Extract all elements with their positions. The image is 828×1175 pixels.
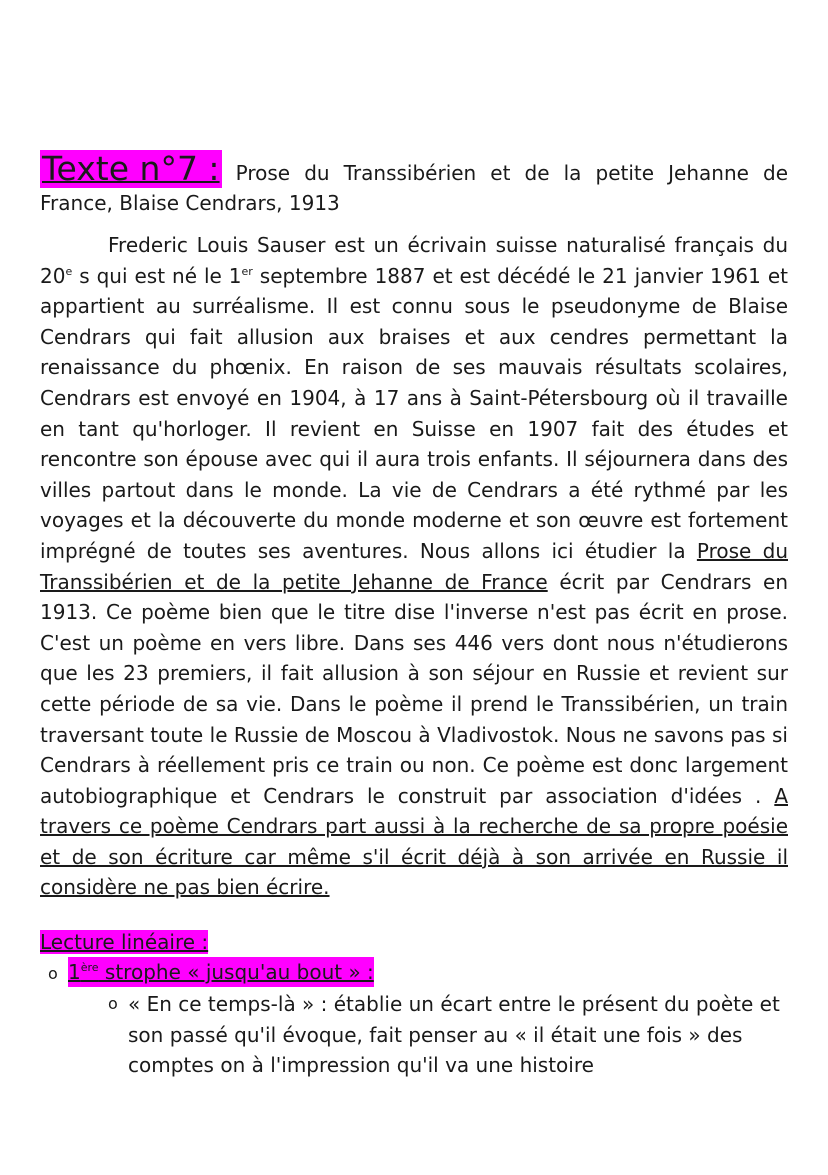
- analysis-point: [108, 989, 788, 1081]
- document-page: [40, 150, 788, 1081]
- work-title-part1: Prose du Transsibérien et de la petite Jehanne de: [235, 161, 789, 185]
- intro-sup-2: er: [241, 264, 253, 278]
- linear-reading-section: [40, 927, 788, 1081]
- circle-bullet-icon: o: [108, 994, 118, 1014]
- section-heading-text: Lecture linéaire :: [40, 930, 209, 955]
- title-line: [40, 150, 788, 188]
- intro-text-4: écrit par Cendrars en 1913. Ce poème bien que le titre dise l'inverse n'est pas écrit en prose. C'est un poème en vers libre. Dans ses 446 vers dont nous n'étudierons que les 23 premiers, il fait allusion à son séjour en Russie et revient sur cette période de sa vie. Dans le poème il prend le Transsibérien, un train traversant toute le Russie de Moscou à Vladivostok. Nous ne savons pas si Cendrars à réellement pris ce train ou non. Ce poème est donc largement autobiographique et Cendrars le construit par association d'idées .: [40, 569, 788, 808]
- stanza-item: [48, 957, 788, 989]
- stanza-number: 1: [68, 960, 81, 985]
- analysis-point-text: « En ce temps-là » : établie un écart entre le présent du poète et son passé qu'il évoque, fait penser au « il était une fois » des comptes on à l'impression qu'il va une histoire: [128, 992, 780, 1078]
- stanza-number-sup: ère: [80, 961, 99, 975]
- text-number-label: Texte n°7 :: [42, 149, 220, 188]
- underlined-work-title: Prose du Transsibérien et de la petite Jehanne de France: [40, 538, 788, 594]
- introduction-paragraph: [40, 230, 788, 903]
- section-heading: [40, 927, 788, 957]
- problematic-statement: A travers ce poème Cendrars part aussi à la recherche de sa propre poésie et de son écriture car même s'il écrit déjà à son arrivée en Russie il considère ne pas bien écrire.: [40, 783, 788, 900]
- intro-text-1: Frederic Louis Sauser est un écrivain suisse naturalisé français du 20: [40, 233, 788, 288]
- intro-sup-1: e: [65, 264, 73, 278]
- circle-bullet-icon: o: [48, 964, 58, 984]
- stanza-heading: [68, 957, 374, 987]
- stanza-label: strophe « jusqu'au bout » :: [98, 960, 374, 985]
- intro-text-3: septembre 1887 et est décédé le 21 janvier 1961 et appartient au surréalisme. Il est connu sous le pseudonyme de Blaise Cendrars qui fait allusion aux braises et aux cendres permettant la renaissance du phœnix. En raison de ses mauvais résultats scolaires, Cendrars est envoyé en 1904, à 17 ans à Saint-Pétersbourg où il travaille en tant qu'horloger. Il revient en Suisse en 1907 fait des études et rencontre son épouse avec qui il aura trois enfants. Il séjournera dans des villes partout dans le monde. La vie de Cendrars a été rythmé par les voyages et la découverte du monde moderne et son œuvre est fortement imprégné de toutes ses aventures. Nous allons ici étudier la: [40, 263, 788, 563]
- intro-text-2: s qui est né le 1: [72, 263, 242, 288]
- work-title-part2: France, Blaise Cendrars, 1913: [40, 191, 340, 215]
